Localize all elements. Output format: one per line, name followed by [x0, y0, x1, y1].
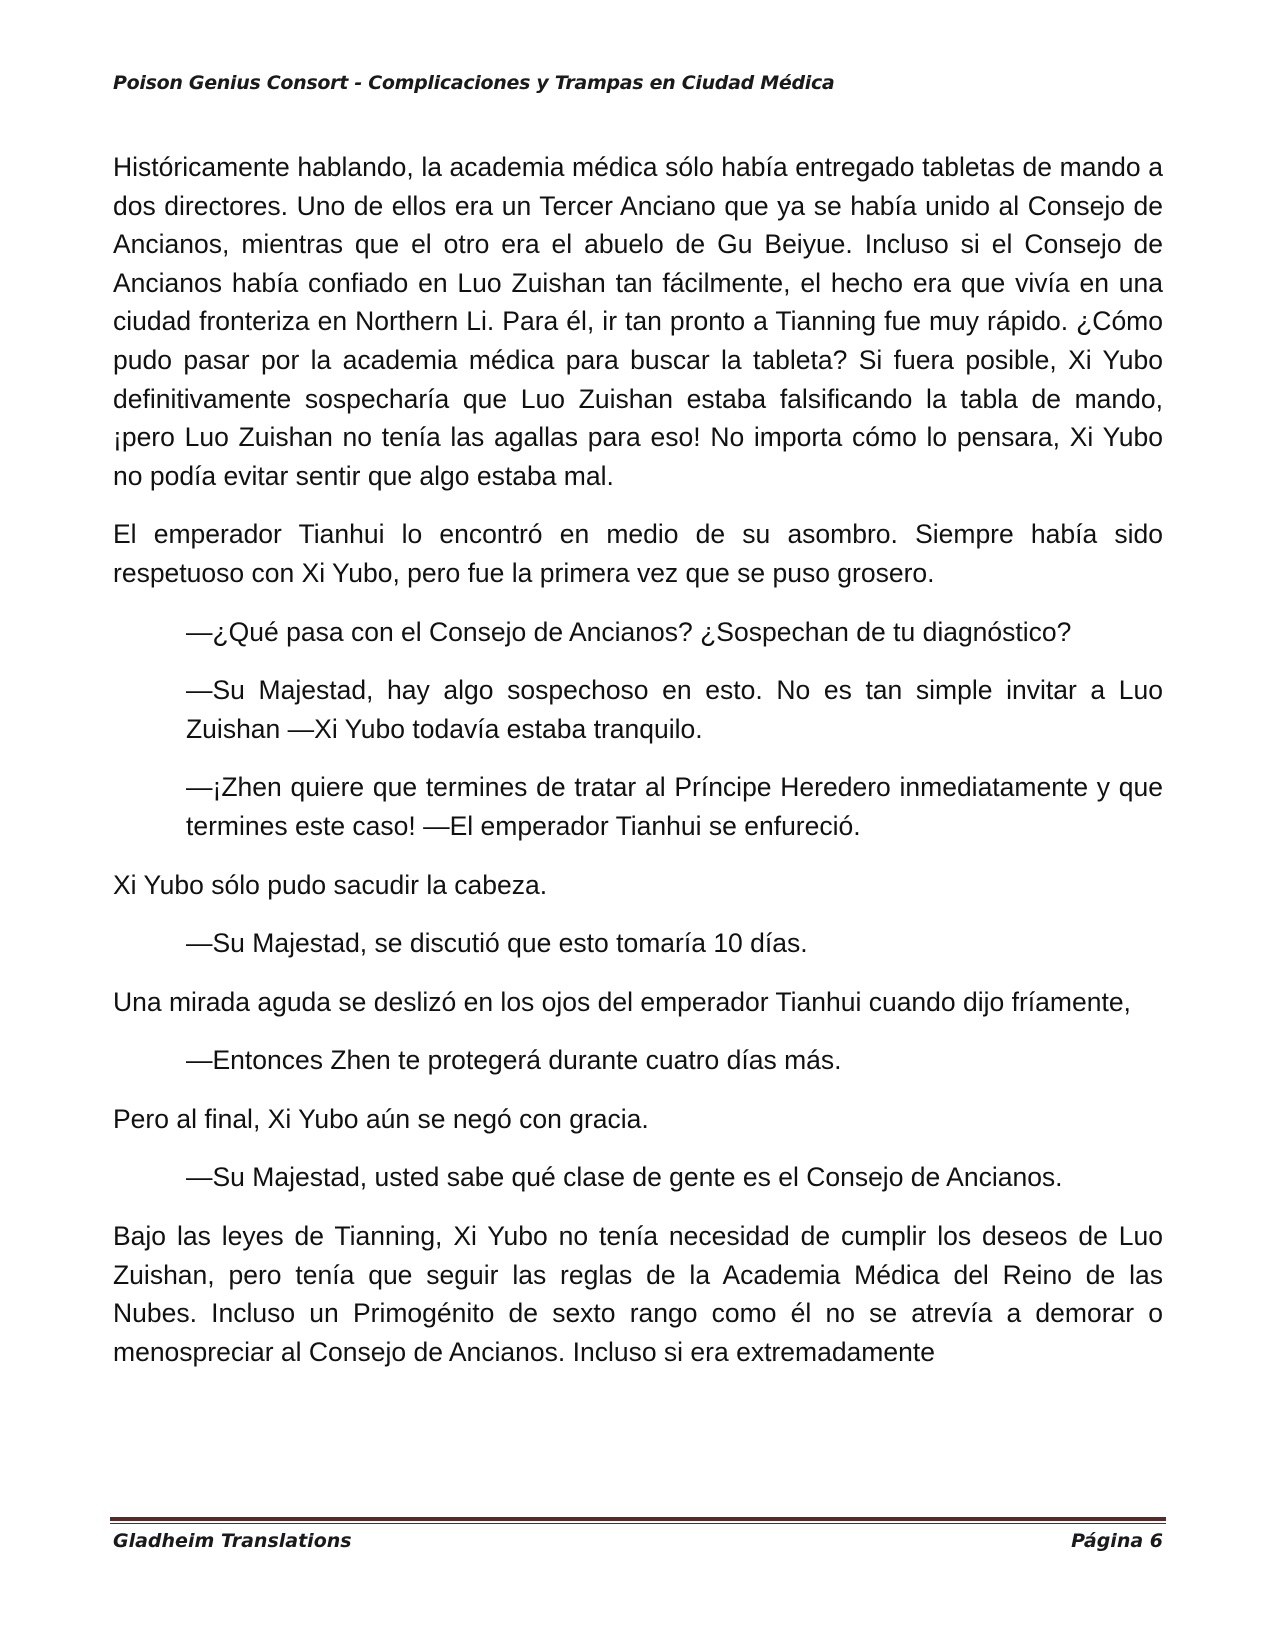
- paragraph: Bajo las leyes de Tianning, Xi Yubo no tenía necesidad de cumplir los deseos de Luo Zuishan, pero tenía que seguir las reglas de la Academia Médica del Reino de las Nubes. Incluso un Primogénito de sexto rango como él no se atrevía a demorar o menospreciar al Consejo de Ancianos. Incluso si era extremadamente: [113, 1221, 1163, 1367]
- paragraph: Pero al final, Xi Yubo aún se negó con gracia.: [113, 1103, 649, 1134]
- paragraph: El emperador Tianhui lo encontró en medio de su asombro. Siempre había sido respetuoso con Xi Yubo, pero fue la primera vez que se puso grosero.: [113, 519, 1163, 588]
- dialogue-line: —¡Zhen quiere que termines de tratar al Príncipe Heredero inmediatamente y que termines este caso! —El emperador Tianhui se enfureció.: [186, 772, 1163, 841]
- dialogue-line: —Su Majestad, hay algo sospechoso en esto. No es tan simple invitar a Luo Zuishan —Xi Yubo todavía estaba tranquilo.: [186, 675, 1163, 744]
- footer-publisher: Gladheim Translations: [113, 1530, 352, 1552]
- paragraph: Históricamente hablando, la academia médica sólo había entregado tabletas de mando a dos directores. Uno de ellos era un Tercer Anciano que ya se había unido al Consejo de Ancianos, mientras que el otro era el abuelo de Gu Beiyue. Incluso si el Consejo de Ancianos había confiado en Luo Zuishan tan fácilmente, el hecho era que vivía en una ciudad fronteriza en Northern Li. Para él, ir tan pronto a Tianning fue muy rápido. ¿Cómo pudo pasar por la academia médica para buscar la tableta? Si fuera posible, Xi Yubo definitivamente sospecharía que Luo Zuishan estaba falsificando la tabla de mando, ¡pero Luo Zuishan no tenía las agallas para eso! No importa cómo lo pensara, Xi Yubo no podía evitar sentir que algo estaba mal.: [113, 152, 1163, 491]
- paragraph: Una mirada aguda se deslizó en los ojos del emperador Tianhui cuando dijo fríamente,: [113, 986, 1131, 1017]
- page-number: Página 6: [1071, 1530, 1163, 1552]
- page-header-title: Poison Genius Consort - Complicaciones y Trampas en Ciudad Médica: [113, 72, 835, 94]
- document-body: [113, 148, 1163, 1391]
- footer-divider-thick: [110, 1517, 1166, 1521]
- dialogue-line: —¿Qué pasa con el Consejo de Ancianos? ¿Sospechan de tu diagnóstico?: [186, 616, 1072, 647]
- dialogue-line: —Su Majestad, se discutió que esto tomaría 10 días.: [186, 928, 808, 959]
- footer-divider-thin: [110, 1523, 1166, 1524]
- paragraph: Xi Yubo sólo pudo sacudir la cabeza.: [113, 869, 548, 900]
- dialogue-line: —Su Majestad, usted sabe qué clase de gente es el Consejo de Ancianos.: [186, 1162, 1063, 1193]
- dialogue-line: —Entonces Zhen te protegerá durante cuatro días más.: [186, 1045, 842, 1076]
